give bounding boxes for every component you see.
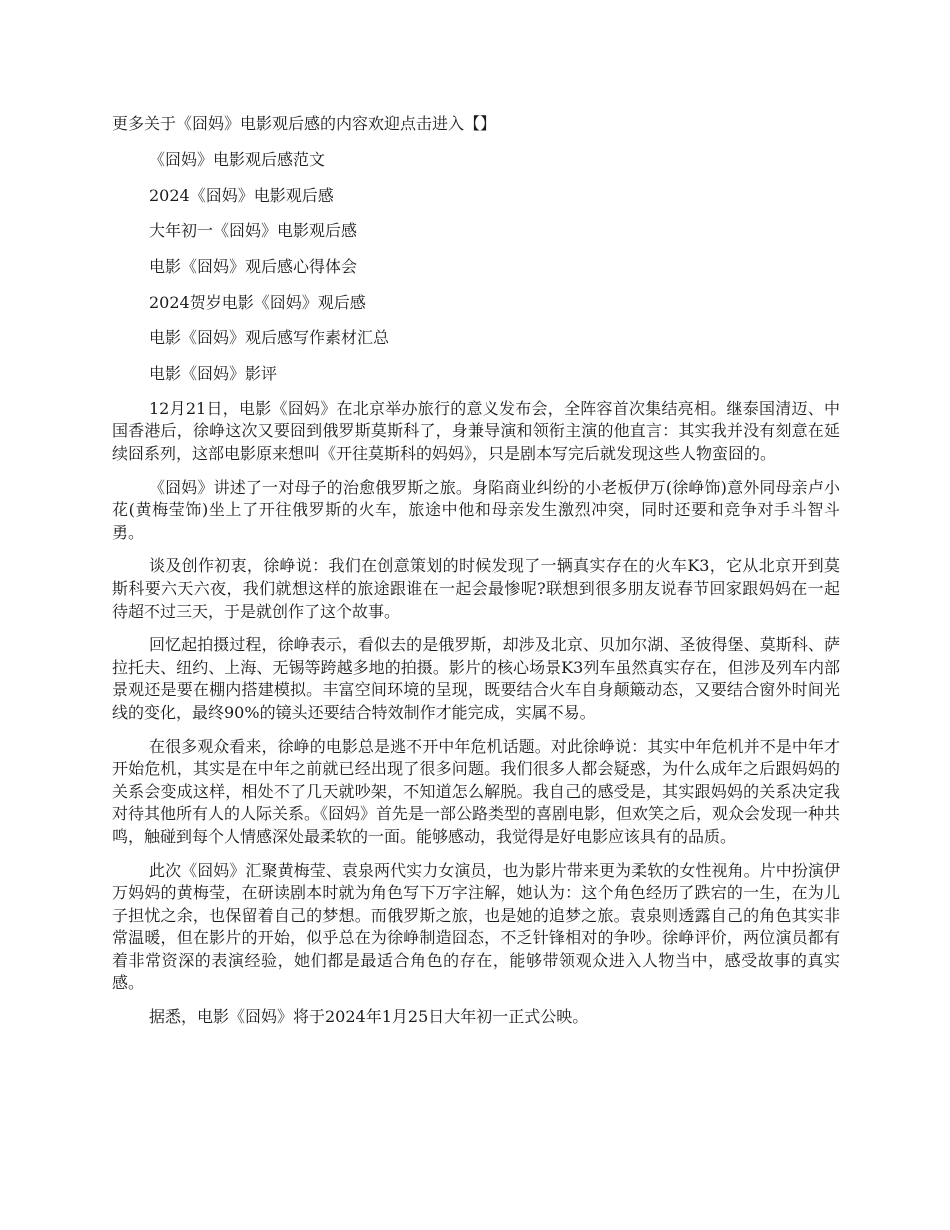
body-paragraph: 据悉，电影《囧妈》将于2024年1月25日大年初一正式公映。 (149, 1007, 589, 1027)
related-article-link[interactable]: 电影《囧妈》影评 (149, 364, 278, 384)
body-paragraph: 此次《囧妈》汇聚黄梅莹、袁泉两代实力女演员，也为影片带来更为柔软的女性视角。片中扮演伊万妈妈的黄梅莹，在研读剧本时就为角色写下万字注解，她认为：这个角色经历了跌宕的一生，在为儿子担忧之余，也保留着自己的梦想。而俄罗斯之旅，也是她的追梦之旅。袁泉则透露自己的角色其实非常温暖，但在影片的开始，似乎总在为徐峥制造囧态，不乏针锋相对的争吵。徐峥评价，两位演员都有着非常资深的表演经验，她们都是最适合角色的存在，能够带领观众进入人物当中，感受故事的真实感。 (112, 860, 840, 993)
body-paragraph: 回忆起拍摄过程，徐峥表示，看似去的是俄罗斯，却涉及北京、贝加尔湖、圣彼得堡、莫斯科、萨拉托夫、纽约、上海、无锡等跨越多地的拍摄。影片的核心场景K3列车虽然真实存在，但涉及列车内部景观还是要在棚内搭建模拟。丰富空间环境的呈现，既要结合火车自身颠簸动态，又要结合窗外时间光线的变化，最终90%的镜头还要结合特效制作才能完成，实属不易。 (112, 635, 840, 722)
intro-line: 更多关于《囧妈》电影观后感的内容欢迎点击进入【】 (112, 114, 497, 133)
body-paragraph: 《囧妈》讲述了一对母子的治愈俄罗斯之旅。身陷商业纠纷的小老板伊万(徐峥饰)意外同母亲卢小花(黄梅莹饰)坐上了开往俄罗斯的火车，旅途中他和母亲发生激烈冲突，同时还要和竞争对手斗智斗勇。 (112, 477, 840, 542)
body-paragraph: 谈及创作初衷，徐峥说：我们在创意策划的时候发现了一辆真实存在的火车K3，它从北京开到莫斯科要六天六夜，我们就想这样的旅途跟谁在一起会最惨呢?联想到很多朋友说春节回家跟妈妈在一起待超不过三天，于是就创作了这个故事。 (112, 556, 840, 621)
related-article-link[interactable]: 2024《囧妈》电影观后感 (149, 185, 334, 205)
related-article-list (112, 148, 840, 386)
related-article-link[interactable]: 《囧妈》电影观后感范文 (149, 150, 326, 169)
document-page (112, 112, 840, 1040)
related-article-link[interactable]: 电影《囧妈》观后感心得体会 (149, 257, 358, 277)
related-article-link[interactable]: 电影《囧妈》观后感写作素材汇总 (149, 328, 390, 348)
related-article-link[interactable]: 大年初一《囧妈》电影观后感 (149, 221, 358, 241)
body-paragraph: 在很多观众看来，徐峥的电影总是逃不开中年危机话题。对此徐峥说：其实中年危机并不是中年才开始危机，其实是在中年之前就已经出现了很多问题。我们很多人都会疑惑，为什么成年之后跟妈妈的关系会变成这样，相处不了几天就吵架，不知道怎么解脱。我自己的感受是，其实跟妈妈的关系决定我对待其他所有人的人际关系。《囧妈》首先是一部公路类型的喜剧电影，但欢笑之后，观众会发现一种共鸣，触碰到每个人情感深处最柔软的一面。能够感动，我觉得是好电影应该具有的品质。 (112, 736, 841, 846)
body-paragraph: 12月21日，电影《囧妈》在北京举办旅行的意义发布会，全阵容首次集结亮相。继泰国清迈、中国香港后，徐峥这次又要囧到俄罗斯莫斯科了，身兼导演和领衔主演的他直言：其实我并没有刻意在延续囧系列，这部电影原来想叫《开往莫斯科的妈妈》，只是剧本写完后就发现这些人物蛮囧的。 (112, 398, 840, 463)
related-article-link[interactable]: 2024贺岁电影《囧妈》观后感 (149, 292, 366, 312)
